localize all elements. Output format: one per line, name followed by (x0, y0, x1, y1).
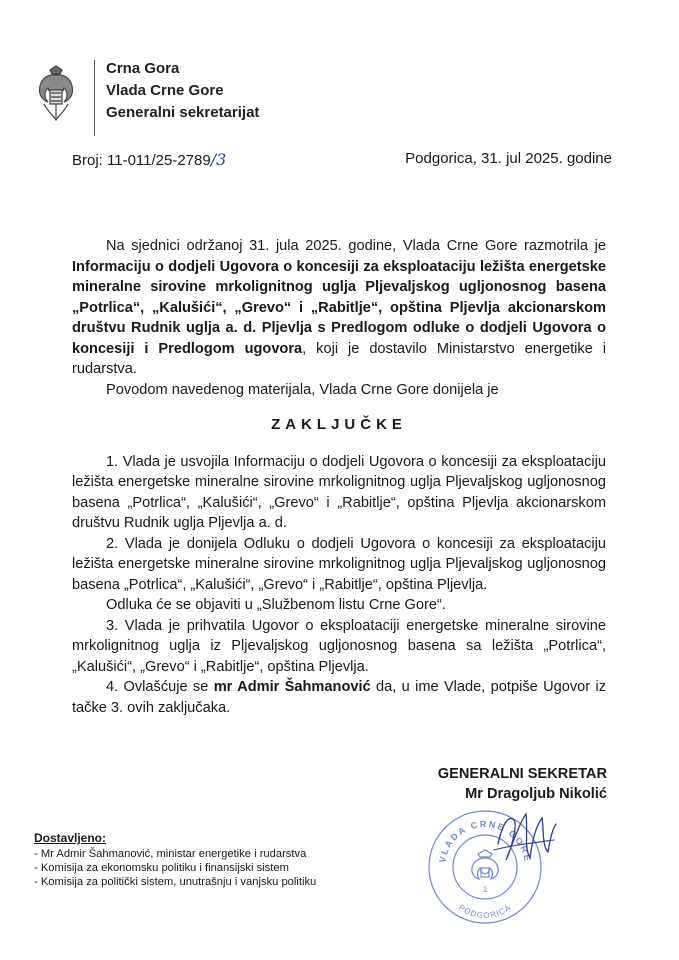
signatory-name: Mr Dragoljub Nikolić (465, 786, 607, 802)
coat-of-arms-icon (34, 64, 78, 122)
intro-decision-line: Povodom navedenog materijala, Vlada Crne Gore donijela je (106, 381, 499, 398)
reference-row (72, 150, 612, 174)
distribution-list (34, 831, 316, 889)
stamp-text: VLADA CRNE GORE (437, 818, 533, 864)
country-name: Crna Gora (106, 60, 180, 77)
distribution-heading: Dostavljeno: (34, 831, 107, 845)
conclusion-3: 3. Vlada je prihvatila Ugovor o eksploataciji energetske mineralne sirovine mrkolignitnog uglja iz Pljevaljskog ugljonosnog basena sa ležišta „Potrlica“, „Kalušići“, „Grevo“ i „Rabitlje“, opština Pljevlja. (72, 617, 606, 675)
conclusion-4: 4. Ovlašćuje se mr Admir Šahmanović da, u ime Vlade, potpiše Ugovor iz tačke 3. ovih zaključaka. (72, 679, 607, 716)
distribution-item: - Komisija za ekonomsku politiku i finansijski sistem (34, 862, 289, 874)
signature-block (438, 764, 607, 804)
distribution-item: - Komisija za politički sistem, unutrašnju i vanjsku politiku (34, 876, 317, 888)
letterhead-text (106, 58, 259, 124)
handwritten-signature (484, 800, 564, 880)
intro-subject: Informaciju o dodjeli Ugovora o koncesiji za eksploataciju ležišta energetske mineralne sirovine mrkolignitnog uglja Pljevaljskog ugljonosnog basena „Potrlica“, „Kalušići“, „Grevo“ i „Rabitlje“, opština Pljevlja akcionarskom društvu Rudnik uglja a. d. Pljevlja s Predlogom odluke o dodjeli Ugovora o koncesiji i Predlogom ugovora (72, 258, 606, 357)
signatory-title: GENERALNI SEKRETAR (437, 766, 607, 782)
intro-paragraph: Na sjednici održanoj 31. jula 2025. godine, Vlada Crne Gore razmotrila je Informaciju o dodjeli Ugovora o koncesiji za eksploataciju ležišta energetske mineralne sirovine mrkolignitnog uglja Pljevaljskog ugljonosnog basena „Potrlica“, „Kalušići“, „Grevo“ i „Rabitlje“, opština Pljevlja akcionarskom društvu Rudnik uglja a. d. Pljevlja s Predlogom odluke o dodjeli Ugovora o koncesiji i Predlogom ugovora, koji je dostavilo Ministarstvo energetike i rudarstva. (72, 238, 607, 377)
conclusion-2: 2. Vlada je donijela Odluku o dodjeli Ugovora o koncesiji za eksploataciju ležišta energetske mineralne sirovine mrkolignitnog uglja Pljevaljskog ugljonosnog basena „Potrlica“, „Kalušići“, „Grevo“ i „Rabitlje“, opština Pljevlja. (72, 535, 606, 593)
handwritten-suffix: /3 (210, 150, 227, 169)
place-date: Podgorica, 31. jul 2025. godine (405, 150, 612, 167)
document-body (72, 236, 606, 718)
conclusion-1: 1. Vlada je usvojila Informaciju o dodjeli Ugovora o koncesiji za eksploataciju ležišta energetske mineralne sirovine mrkolignitnog uglja Pljevaljskog ugljonosnog basena „Potrlica“, „Kalušići“, „Grevo“ i „Rabitlje“, opština Pljevlja akcionarskom društvu Rudnik uglja Pljevlja a. d. (72, 453, 606, 531)
section-title: ZAKLJUČKE (271, 416, 407, 433)
conclusion-2-publication: Odluka će se objaviti u „Službenom listu Crne Gore“. (106, 597, 446, 613)
stamp-number: 1 (482, 885, 488, 894)
government-name: Vlada Crne Gore (106, 82, 224, 99)
secretariat-name: Generalni sekretarijat (106, 104, 260, 121)
letterhead (34, 58, 354, 138)
letterhead-divider (94, 60, 95, 136)
authorized-person: mr Admir Šahmanović (213, 679, 371, 695)
svg-text:PODGORICA (457, 903, 513, 920)
stamp-city: PODGORICA (457, 902, 513, 921)
distribution-item: - Mr Admir Šahmanović, ministar energetike i rudarstva (34, 848, 307, 860)
reference-number: Broj: 11-011/25-2789/3 (72, 150, 227, 169)
